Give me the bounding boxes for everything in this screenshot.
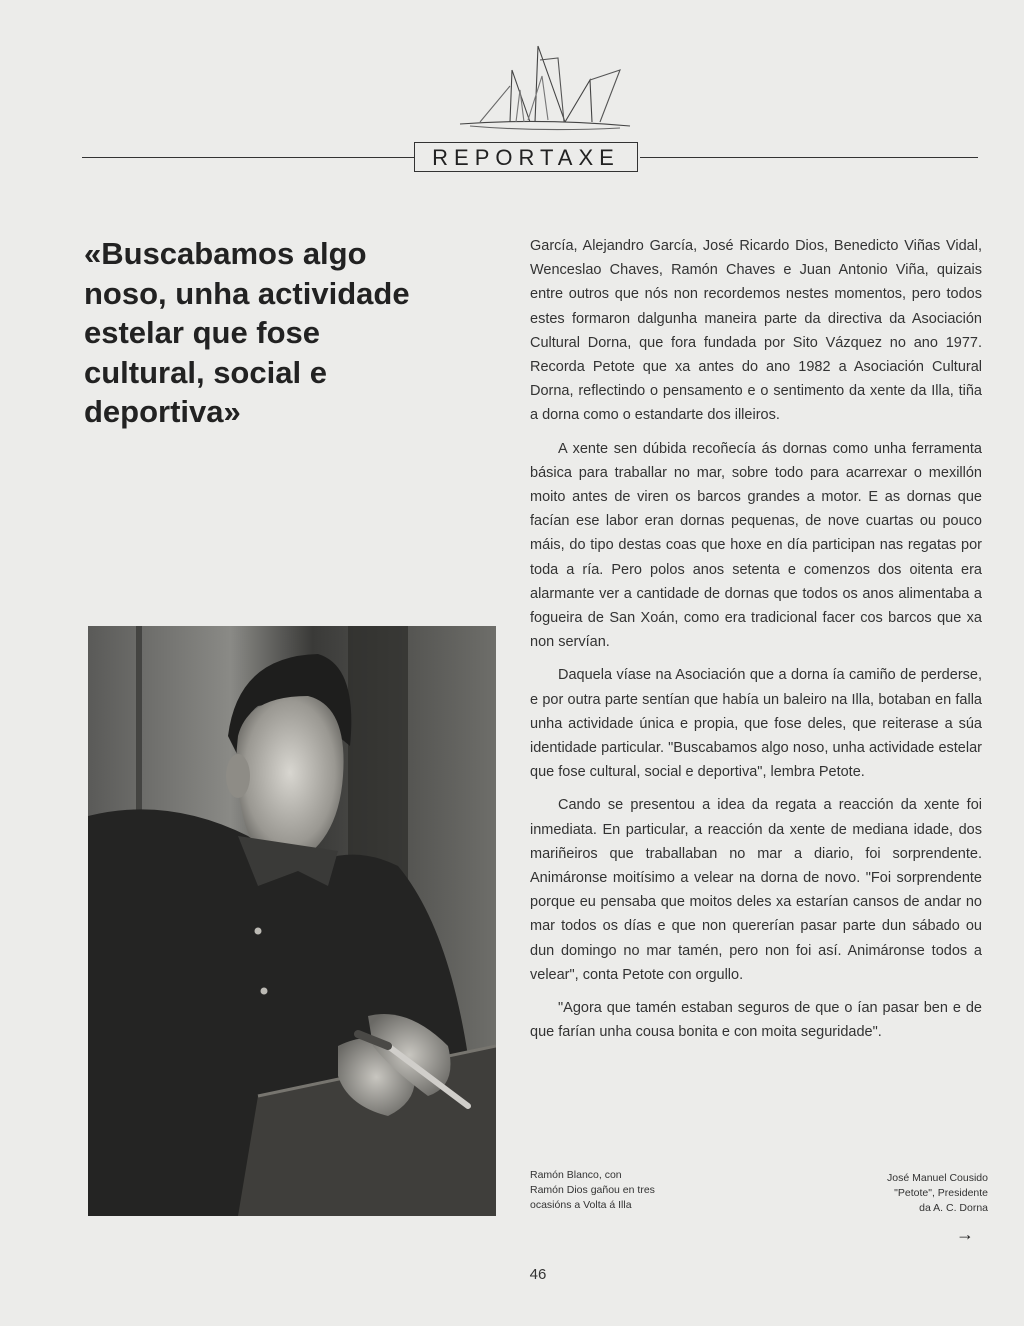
pull-quote: «Buscabamos algo noso, unha actividade estelar que fose cultural, social e deportiva» bbox=[84, 236, 410, 429]
page-number: 46 bbox=[529, 1266, 547, 1283]
header-rule-left bbox=[82, 157, 414, 158]
article-paragraph: Cando se presentou a idea da regata a reacción da xente foi inmediata. En particular, a reacción da xente de mediana idade, dos mariñeiros que traballaban no mar a diario, foi sorprendente. Animáronse moitísimo a velear na dorna de novo. "Foi sorprendente porque eu pensaba que moitos deles xa estarían cansos de andar no mar todos os días e que non quererían pasar parte dun sábado ou dun domingo no mar tamén, pero non foi así. Animáronse todos a velear", conta Petote con orgullo. bbox=[530, 797, 982, 983]
header-rule-right bbox=[640, 157, 978, 158]
article-paragraph: "Agora que tamén estaban seguros de que o ían pasar ben e de que farían unha cousa bonita e con moita seguridade". bbox=[530, 1000, 982, 1041]
man-carving-wood-photo bbox=[88, 626, 496, 1216]
section-label: REPORTAXE bbox=[414, 142, 638, 172]
article-paragraph: Daquela víase na Asociación que a dorna ía camiño de perderse, e por outra parte sentían que había un baleiro na Illa, botaban en falla unha actividade única e propia, que fose deles, que reiterase a súa identidade particular. "Buscabamos algo noso, unha actividade estelar que fose cultural, social e deportiva", lembra Petote. bbox=[530, 667, 982, 781]
sailboat-sketch-icon bbox=[440, 40, 640, 132]
article-paragraph: A xente sen dúbida recoñecía ás dornas como unha ferramenta básica para traballar no mar, sobre todo para acarrexar o mexillón moito antes de viren os barcos grandes a motor. E as dornas que facían ese labor eran dornas pequenas, de nove cuartas ou pouco máis, do tipo destas coas que hoxe en día participan nas regatas por toda a ría. Pero polos anos setenta e comenzos dos oitenta era alarmante ver a cantidade de dornas que todos os anos alimentaba a fogueira de San Xoán, como era tradicional facer cos barcos que xa non servían. bbox=[530, 440, 982, 651]
article-body bbox=[530, 234, 982, 1054]
article-paragraph: García, Alejandro García, José Ricardo Dios, Benedicto Viñas Vidal, Wenceslao Chaves, Ramón Chaves e Juan Antonio Viña, quizais entre outros que nós non recordemos nestes momentos, pero todos estes formaron dalgunha maneira parte da directiva da Asociación Cultural Dorna, que fora fundada por Sito Vázquez no ano 1977. Recorda Petote que xa antes do ano 1982 a Asociación Cultural Dorna, reflectindo o pensamento e o sentimento da xente da Illa, tiña a dorna como o estandarte dos illeiros. bbox=[530, 238, 982, 424]
continue-arrow-icon: → bbox=[956, 1224, 974, 1244]
photo-caption-right: José Manuel Cousido "Petote", Presidente da A. C. Dorna bbox=[887, 1172, 988, 1214]
photo-caption-left: Ramón Blanco, con Ramón Dios gañou en tres ocasións a Volta á Illa bbox=[530, 1169, 655, 1211]
